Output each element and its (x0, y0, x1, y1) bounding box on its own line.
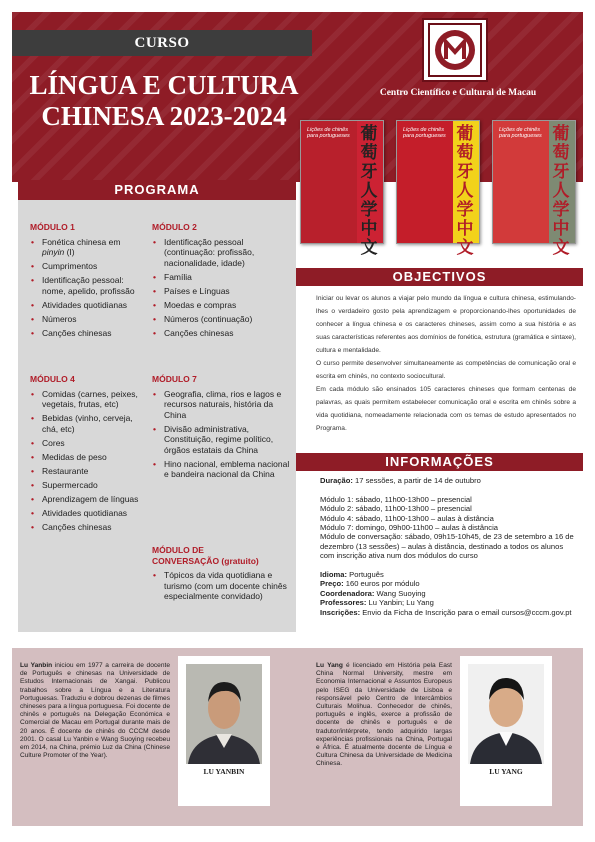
list-item: • Identificação pessoal (continuação: profissão, nacionalidade, idade) (152, 237, 290, 269)
idioma-line (320, 570, 578, 579)
professores-line (320, 598, 578, 607)
list-item: • Moedas e compras (152, 300, 290, 311)
objectivos-paragraph: Iniciar ou levar os alunos a viajar pelo mundo da língua e cultura chinesa, estimulando-lhes o verdadeiro gosto pela aprendizagem e proporcionando-lhes oportunidades de conhecer a língua chinesa e os caracteres chineses, assim como a sua história e as suas características referentes aos domínios de fonética, estrutura (gramática e sintaxe), cultura e mentalidade. (316, 295, 576, 354)
duracao-value: 17 sessões, a partir de 14 de outubro (352, 476, 481, 485)
modulo-title-line: MÓDULO DE (152, 545, 204, 555)
preco-value: 160 euros por módulo (343, 579, 420, 589)
professores-value: Lu Yanbin; Lu Yang (366, 598, 434, 608)
list-item: • Números (30, 314, 144, 325)
list-item: • Atividades quotidianas (30, 300, 144, 311)
curso-label: CURSO (12, 30, 312, 56)
modulo-title (152, 545, 290, 566)
modulo-title: MÓDULO 7 (152, 374, 197, 384)
modulo-1 (30, 222, 144, 342)
objectivos-text (316, 292, 576, 435)
professores-label: Professores: (320, 598, 367, 608)
cccm-logo (422, 18, 488, 82)
objectivos-paragraph: Em cada módulo são ensinados 105 caracteres chineses que formam centenas de palavras, as quais permitem estabelecer comunicação oral e escrita em chinês sobre a vida quotidiana, nomeadamente relacionada com os temas de estudo apresentados no Programa. (316, 386, 576, 432)
page-title (14, 70, 314, 132)
list-item: • Números (continuação) (152, 314, 290, 325)
duracao-label: Duração: (320, 476, 353, 485)
list-item: • Hino nacional, emblema nacional e bandeira nacional da China (152, 459, 290, 480)
list-item: • Bebidas (vinho, cerveja, chá, etc) (30, 413, 144, 434)
modulo-title: MÓDULO 2 (152, 222, 197, 232)
schedule-line: Módulo 1: sábado, 11h00-13h00 – presencial (320, 494, 472, 504)
programa-heading: PROGRAMA (18, 180, 296, 200)
list-item: • Atividades quotidianas (30, 508, 144, 519)
org-name: Centro Científico e Cultural de Macau (379, 88, 537, 98)
book-chinese-title: 葡萄牙人学中文 (360, 124, 378, 258)
book-title: Lições de chinês para portugueses (307, 127, 350, 139)
photo-caption: LU YANG (489, 767, 523, 776)
list-item: • Supermercado (30, 480, 144, 491)
schedule-line: Módulo 4: sábado, 11h00-13h00 – aulas à distância (320, 513, 494, 523)
textbook-cover-3 (492, 120, 576, 258)
bio-name: Lu Yang (316, 662, 343, 669)
idioma-value: Português (347, 570, 384, 580)
coordenadora-value: Wang Suoying (374, 588, 426, 598)
book-chinese-title: 葡萄牙人学中文 (552, 124, 570, 258)
modulo-4 (30, 374, 144, 536)
bio-name: Lu Yanbin (20, 662, 53, 669)
book-title: Lições de chinês para portugueses (499, 127, 542, 139)
portrait-lu-yanbin (186, 664, 262, 764)
modulo-title-line: CONVERSAÇÃO (gratuito) (152, 555, 259, 566)
coordenadora-line (320, 589, 578, 598)
idioma-label: Idioma: (320, 570, 348, 580)
duracao-line (320, 476, 578, 485)
informacoes-heading: INFORMAÇÕES (296, 453, 583, 471)
inscricoes-label: Inscrições: (320, 607, 361, 617)
modulo-conversacao (152, 545, 290, 605)
inscricoes-value: Envio da Ficha de Inscrição para o email cursos@cccm.gov.pt (360, 607, 572, 617)
cccm-emblem-icon (428, 23, 482, 77)
book-title: Lições de chinês para portugueses (403, 127, 446, 139)
objectivos-paragraph: O curso permite desenvolver simultaneamente as competências de comunicação oral e escrita em chinês, no contexto sociocultural. (316, 360, 576, 380)
modulo-7 (152, 374, 290, 483)
photo-card-lu-yang (460, 656, 552, 806)
list-item: • Medidas de peso (30, 452, 144, 463)
list-item: • Divisão administrativa, Constituição, regime político, órgãos estatais da China (152, 424, 290, 456)
title-line-2: CHINESA 2023-2024 (41, 101, 287, 131)
textbook-cover-2 (396, 120, 480, 258)
photo-caption: LU YANBIN (203, 767, 245, 776)
book-chinese-title: 葡萄牙人学中文 (456, 124, 474, 258)
photo-card-lu-yanbin (178, 656, 270, 806)
list-item: • Cumprimentos (30, 261, 144, 272)
preco-line (320, 579, 578, 588)
list-item: • Restaurante (30, 466, 144, 477)
person-portrait-icon (468, 664, 544, 764)
list-item: • Família (152, 272, 290, 283)
coordenadora-label: Coordenadora: (320, 588, 375, 598)
inscricoes-line (320, 608, 578, 617)
list-item: • Geografia, clima, rios e lagos e recursos naturais, história da China (152, 389, 290, 421)
list-item: • Canções chinesas (30, 522, 144, 533)
preco-label: Preço: (320, 579, 344, 589)
schedule-line: Módulo 7: domingo, 09h00-11h00 – aulas à distância (320, 523, 499, 533)
textbook-cover-1 (300, 120, 384, 258)
list-item: • Países e Línguas (152, 286, 290, 297)
list-item: • Canções chinesas (30, 328, 144, 339)
list-item: • Cores (30, 438, 144, 449)
bio-text: é licenciado em História pela East China Normal University, mestre em Economia Internacional e Assuntos Europeus pelo ISEG da Universidade de Lisboa e responsável pelo Centro de Intercâmbios Culturais Molihua. Conhecedor de chinês, português e inglês, exerce a profissão de docente de chinês e português e de tradutor/intérprete, tendo adquirido largas experiências profissionais na China, Portugal e África. É atualmente docente de Língua e Cultura Chinesa da Universidade de Medicina Chinesa. (316, 662, 452, 768)
modulo-title: MÓDULO 4 (30, 374, 75, 384)
bio-text: iniciou em 1977 a carreira de docente de Português e chinesas na Universidade de Estudos Internacionais de Xangai. Publicou trabalhos sobre a Língua e a Literatura Portuguesas. Traduziu e dobrou dezenas de filmes chineses para a língua portuguesa. Foi docente de chinês e português na Delegação Económica e Comercial de Macau em Portugal durante mais de 20 anos. É docente de chinês do CCCM desde 2001. O casal Lu Yanbin e Wang Suoying recebeu em 2014, na China, prémio Luz da China (Chinese Culture Promoter of the Year). (20, 662, 170, 760)
list-item: • Fonética chinesa em pinyin (I) (30, 237, 144, 258)
schedule-line: Módulo 2: sábado, 11h00-13h00 – presencial (320, 504, 472, 514)
list-item: • Canções chinesas (152, 328, 290, 339)
portrait-lu-yang (468, 664, 544, 764)
modulo-title: MÓDULO 1 (30, 222, 75, 232)
list-item: • Comidas (carnes, peixes, vegetais, frutas, etc) (30, 389, 144, 410)
bio-lu-yanbin (20, 662, 170, 760)
informacoes-text (320, 476, 578, 617)
modulo-2 (152, 222, 290, 342)
bio-lu-yang (316, 662, 452, 769)
objectivos-heading: OBJECTIVOS (296, 268, 583, 286)
person-portrait-icon (186, 664, 262, 764)
list-item: • Identificação pessoal: nome, apelido, profissão (30, 275, 144, 296)
list-item: • Aprendizagem de línguas (30, 494, 144, 505)
list-item: • Tópicos da vida quotidiana e turismo (com um docente chinês especialmente convidado) (152, 570, 290, 602)
title-line-1: LÍNGUA E CULTURA (29, 70, 299, 100)
schedule-line: Módulo de conversação: sábado, 09h15-10h45, de 23 de setembro a 16 de dezembro (13 sessões) – aulas à distância, destinado a todos os alunos com inscrição ativa num dos módulos do curso (320, 532, 574, 561)
